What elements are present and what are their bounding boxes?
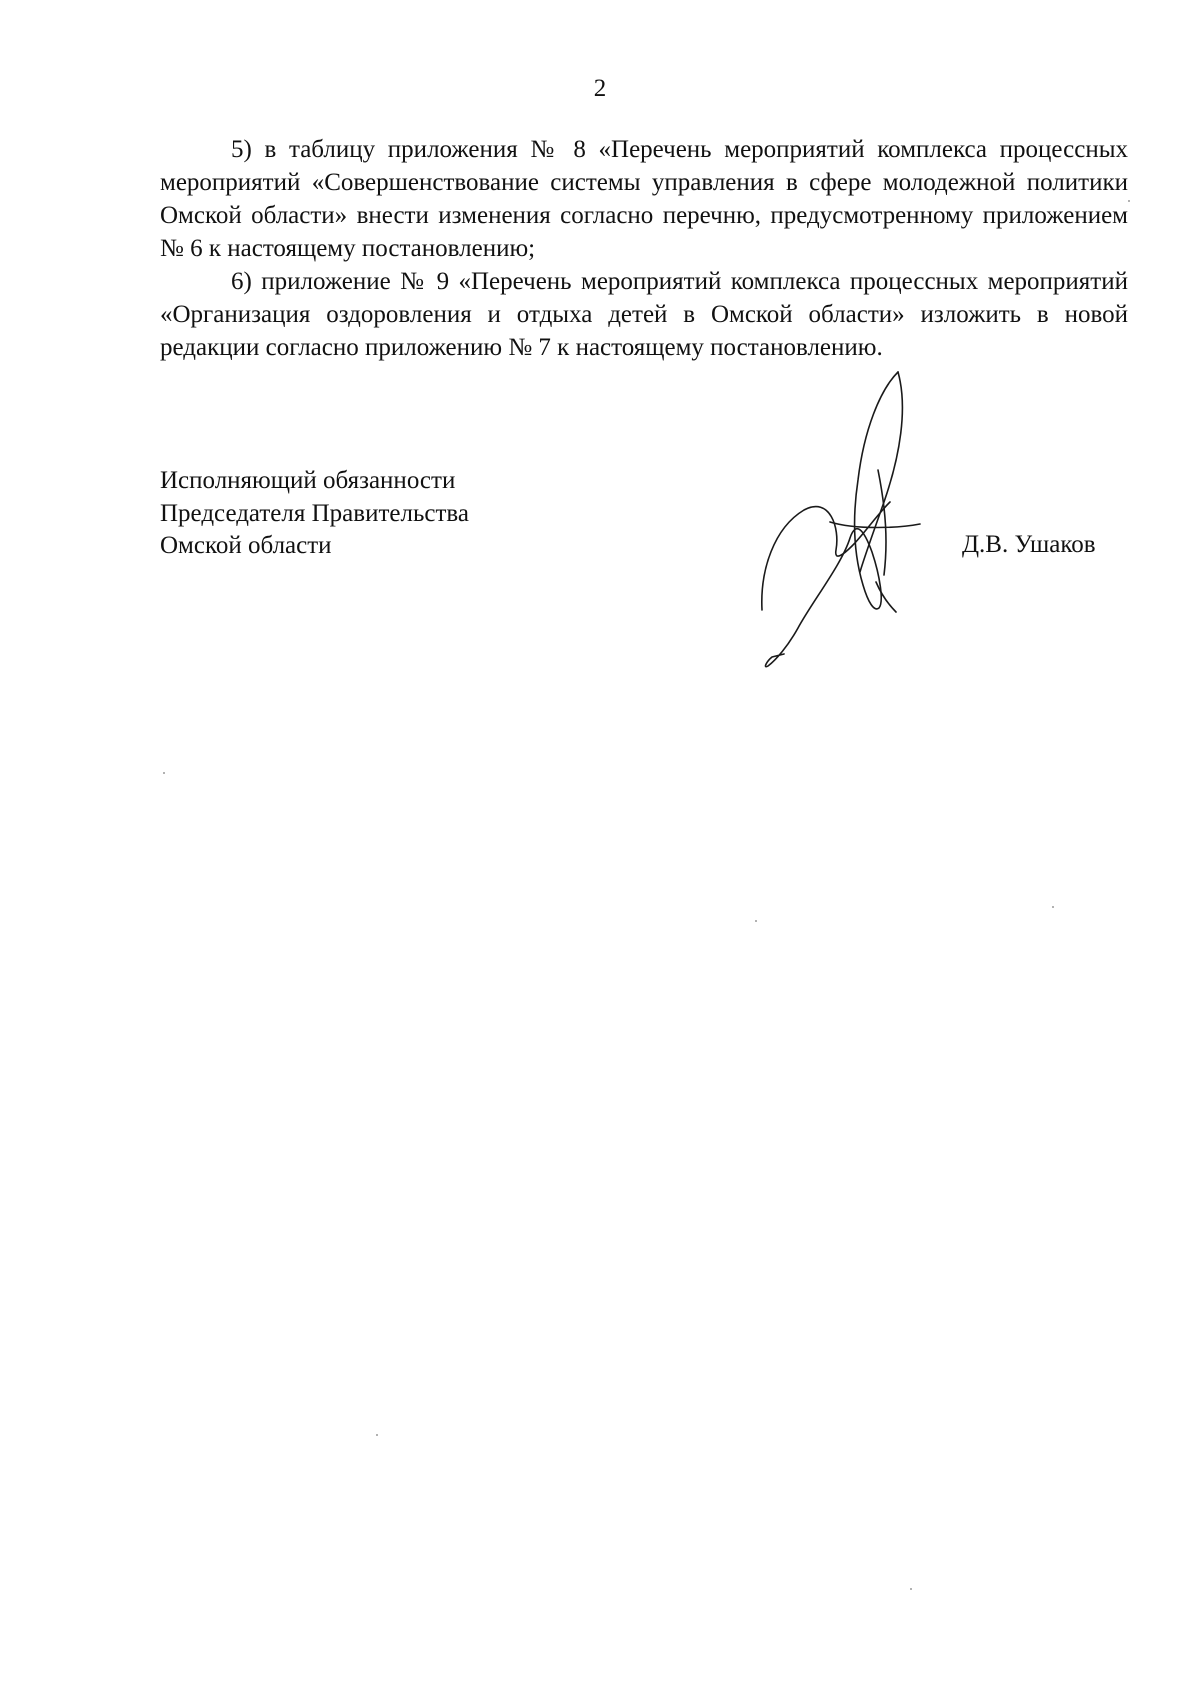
handwritten-signature: [760, 370, 980, 680]
scan-speck: [1052, 906, 1054, 908]
scan-speck: [376, 1434, 378, 1436]
scan-speck: [755, 920, 757, 922]
signer-position-line: Председателя Правительства: [160, 499, 469, 527]
signer-position-block: [160, 465, 469, 563]
signer-name: Д.В. Ушаков: [962, 531, 1096, 558]
paragraph-item-6: 6) приложение № 9 «Перечень мероприятий комплекса процессных мероприятий «Организация оздоровления и отдыха детей в Омской области» изложить в новой редакции согласно приложению № 7 к настоящему постановлению.: [160, 268, 1128, 361]
page-number: 2: [593, 75, 607, 102]
paragraph-item-5: 5) в таблицу приложения № 8 «Перечень мероприятий комплекса процессных мероприятий «Совершенствование системы управления в сфере молодежной политики Омской области» внести изменения согласно перечню, предусмотренному приложением № 6 к настоящему постановлению;: [160, 136, 1128, 262]
scan-speck: [910, 1588, 912, 1590]
signer-position-line: Омской области: [160, 532, 332, 559]
signer-position-line: Исполняющий обязанности: [160, 467, 456, 494]
document-body: [160, 133, 1128, 364]
scan-speck: [1128, 200, 1130, 202]
scan-speck: [163, 772, 165, 774]
